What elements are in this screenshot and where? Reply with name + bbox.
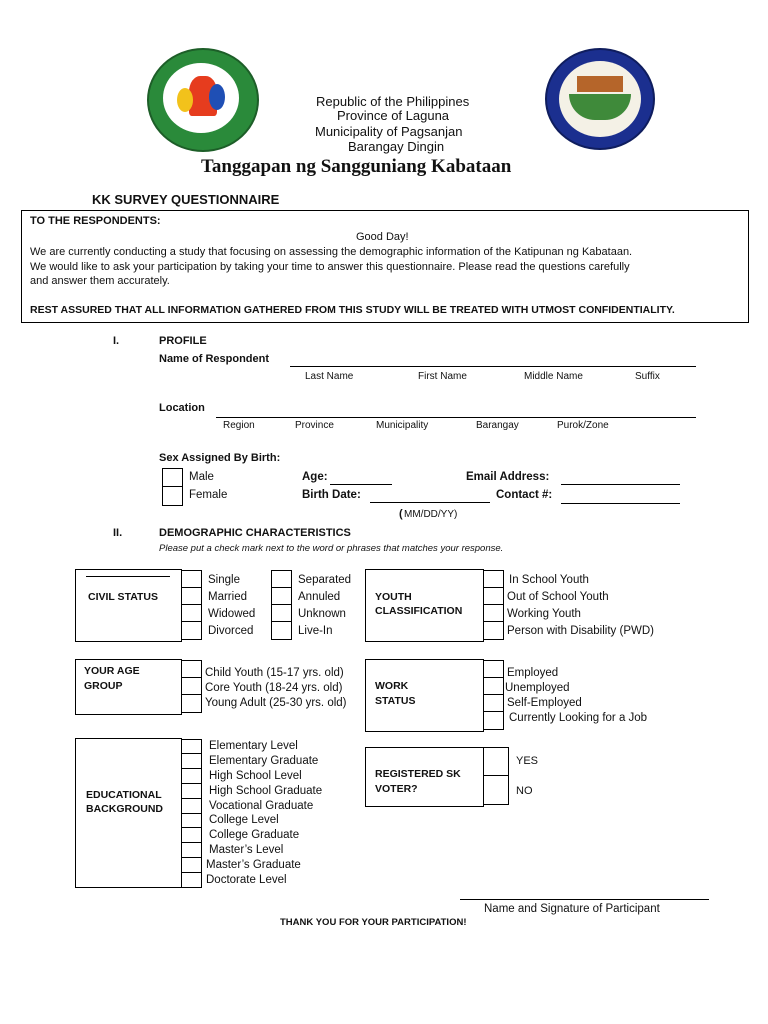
unknown-checkbox[interactable]	[272, 605, 291, 622]
civil-status-box	[75, 569, 182, 642]
intro-to: TO THE RESPONDENTS:	[30, 215, 161, 227]
location-part-barangay: Barangay	[476, 420, 519, 431]
edu-elem-level: Elementary Level	[209, 740, 298, 752]
vocational-checkbox[interactable]	[182, 799, 201, 814]
civil-col2-checkboxes[interactable]	[271, 570, 292, 640]
education-label-1: EDUCATIONAL	[86, 789, 162, 801]
section-1-number: I.	[113, 335, 120, 347]
youth-label-2: CLASSIFICATION	[375, 605, 463, 617]
voter-no-checkbox[interactable]	[484, 776, 508, 805]
birth-date-line[interactable]	[370, 502, 490, 503]
work-employed: Employed	[507, 667, 559, 679]
contact-line[interactable]	[561, 503, 680, 504]
signature-line[interactable]	[460, 899, 709, 900]
youth-in-school: In School Youth	[509, 574, 589, 586]
child-youth-checkbox[interactable]	[182, 660, 201, 678]
youth-working: Working Youth	[507, 608, 581, 620]
email-label: Email Address:	[466, 471, 550, 483]
work-checkboxes[interactable]	[483, 660, 504, 730]
name-label: Name of Respondent	[159, 353, 270, 365]
education-label-2: BACKGROUND	[86, 803, 163, 815]
work-looking: Currently Looking for a Job	[509, 712, 648, 724]
civil-widowed: Widowed	[208, 608, 256, 620]
barangay-dingin-seal	[545, 48, 655, 150]
civil-divorced: Divorced	[208, 625, 254, 637]
signature-label: Name and Signature of Participant	[484, 903, 660, 915]
youth-pwd: Person with Disability (PWD)	[507, 625, 654, 637]
thank-you-note: THANK YOU FOR YOUR PARTICIPATION!	[280, 917, 467, 928]
header-line-1: Republic of the Philippines	[316, 94, 470, 109]
location-label: Location	[159, 402, 205, 414]
voter-label-1: REGISTERED SK	[375, 768, 461, 780]
unemployed-checkbox[interactable]	[484, 678, 503, 695]
birth-format-open: (	[399, 508, 403, 520]
header-line-2: Province of Laguna	[337, 108, 450, 123]
office-title: Tanggapan ng Sangguniang Kabataan	[201, 156, 512, 177]
civil-col1-checkboxes[interactable]	[181, 570, 202, 640]
edu-college-level: College Level	[209, 814, 279, 826]
age-line[interactable]	[330, 484, 392, 485]
section-2-number: II.	[113, 527, 123, 539]
sex-checkboxes[interactable]	[162, 468, 183, 506]
voter-yes-checkbox[interactable]	[484, 747, 508, 776]
age-young-adult: Young Adult (25-30 yrs. old)	[205, 697, 347, 709]
civil-status-rule	[86, 576, 170, 577]
contact-label: Contact #:	[496, 489, 553, 501]
youth-out-of-school: Out of School Youth	[507, 591, 609, 603]
work-label-2: STATUS	[375, 695, 416, 707]
looking-for-job-checkbox[interactable]	[484, 712, 503, 730]
voter-checkboxes[interactable]	[483, 747, 509, 805]
college-level-checkbox[interactable]	[182, 814, 201, 828]
edu-hs-level: High School Level	[209, 770, 302, 782]
intro-paragraph-2a: We would like to ask your participation by taking your time to answer this questionnaire. Please read the questions carefully	[30, 261, 630, 273]
edu-masters-grad: Master’s Graduate	[206, 859, 301, 871]
intro-paragraph-2b: and answer them accurately.	[30, 275, 170, 287]
self-employed-checkbox[interactable]	[484, 695, 503, 712]
divorced-checkbox[interactable]	[182, 622, 201, 640]
name-line[interactable]	[290, 366, 696, 367]
female-checkbox[interactable]	[163, 487, 182, 506]
edu-hs-grad: High School Graduate	[209, 785, 323, 797]
female-label: Female	[189, 489, 228, 501]
demographic-instruction: Please put a check mark next to the word or phrases that matches your response.	[159, 543, 504, 554]
intro-paragraph-1: We are currently conducting a study that focusing on assessing the demographic information of the Katipunan ng Kabataan.	[30, 246, 633, 258]
elem-grad-checkbox[interactable]	[182, 754, 201, 769]
location-line[interactable]	[216, 417, 696, 418]
college-grad-checkbox[interactable]	[182, 828, 201, 843]
civil-status-label: CIVIL STATUS	[88, 591, 159, 603]
work-unemployed: Unemployed	[505, 682, 570, 694]
sex-label: Sex Assigned By Birth:	[159, 452, 281, 464]
separated-checkbox[interactable]	[272, 570, 291, 588]
edu-vocational: Vocational Graduate	[209, 800, 314, 812]
civil-unknown: Unknown	[298, 608, 346, 620]
single-checkbox[interactable]	[182, 570, 201, 588]
working-youth-checkbox[interactable]	[484, 605, 503, 622]
work-label-1: WORK	[375, 680, 409, 692]
barangay-dingin-logo	[147, 48, 259, 152]
profile-heading: PROFILE	[159, 335, 207, 347]
in-school-checkbox[interactable]	[484, 570, 503, 588]
name-part-suffix: Suffix	[635, 371, 660, 382]
widowed-checkbox[interactable]	[182, 605, 201, 622]
voter-no: NO	[516, 785, 533, 797]
civil-separated: Separated	[298, 574, 352, 586]
age-label: Age:	[302, 471, 328, 483]
employed-checkbox[interactable]	[484, 660, 503, 678]
elem-level-checkbox[interactable]	[182, 739, 201, 754]
intro-greeting: Good Day!	[356, 231, 409, 243]
edu-doctorate: Doctorate Level	[206, 874, 287, 886]
doctorate-checkbox[interactable]	[182, 873, 201, 888]
header-line-4: Barangay Dingin	[348, 139, 445, 154]
email-line[interactable]	[561, 484, 680, 485]
age-core-youth: Core Youth (18-24 yrs. old)	[205, 682, 343, 694]
age-group-label-1: YOUR AGE	[84, 665, 140, 677]
name-part-middle: Middle Name	[524, 371, 583, 382]
voter-label-2: VOTER?	[375, 783, 418, 795]
out-of-school-checkbox[interactable]	[484, 588, 503, 605]
intro-assurance: REST ASSURED THAT ALL INFORMATION GATHERED FROM THIS STUDY WILL BE TREATED WITH UTMOST CONFIDENTIALITY.	[30, 304, 675, 316]
work-self-employed: Self-Employed	[507, 697, 582, 709]
header-line-3: Municipality of Pagsanjan	[315, 124, 463, 139]
birth-format: MM/DD/YY)	[404, 509, 458, 520]
masters-grad-checkbox[interactable]	[182, 858, 201, 873]
age-group-label-2: GROUP	[84, 680, 123, 692]
name-part-first: First Name	[418, 371, 467, 382]
location-part-region: Region	[223, 420, 255, 431]
edu-college-grad: College Graduate	[209, 829, 300, 841]
hs-level-checkbox[interactable]	[182, 769, 201, 784]
edu-elem-grad: Elementary Graduate	[209, 755, 319, 767]
male-label: Male	[189, 471, 214, 483]
youth-label-1: YOUTH	[375, 591, 412, 603]
location-part-province: Province	[295, 420, 334, 431]
voter-yes: YES	[516, 755, 539, 767]
demographic-heading: DEMOGRAPHIC CHARACTERISTICS	[159, 527, 351, 539]
age-group-checkboxes[interactable]	[181, 660, 202, 713]
civil-live-in: Live-In	[298, 625, 333, 637]
live-in-checkbox[interactable]	[272, 622, 291, 640]
age-child-youth: Child Youth (15-17 yrs. old)	[205, 667, 344, 679]
name-part-last: Last Name	[305, 371, 354, 382]
core-youth-checkbox[interactable]	[182, 678, 201, 695]
youth-checkboxes[interactable]	[483, 570, 504, 640]
location-part-purok: Purok/Zone	[557, 420, 609, 431]
civil-annuled: Annuled	[298, 591, 341, 603]
married-checkbox[interactable]	[182, 588, 201, 605]
male-checkbox[interactable]	[163, 468, 182, 487]
annuled-checkbox[interactable]	[272, 588, 291, 605]
form-title: KK SURVEY QUESTIONNAIRE	[92, 192, 280, 207]
edu-masters-level: Master’s Level	[209, 844, 284, 856]
education-checkboxes[interactable]	[181, 739, 202, 888]
masters-level-checkbox[interactable]	[182, 843, 201, 858]
young-adult-checkbox[interactable]	[182, 695, 201, 713]
hs-grad-checkbox[interactable]	[182, 784, 201, 799]
civil-single: Single	[208, 574, 240, 586]
pwd-checkbox[interactable]	[484, 622, 503, 640]
location-part-municipality: Municipality	[376, 420, 429, 431]
birth-date-label: Birth Date:	[302, 489, 361, 501]
civil-married: Married	[208, 591, 247, 603]
